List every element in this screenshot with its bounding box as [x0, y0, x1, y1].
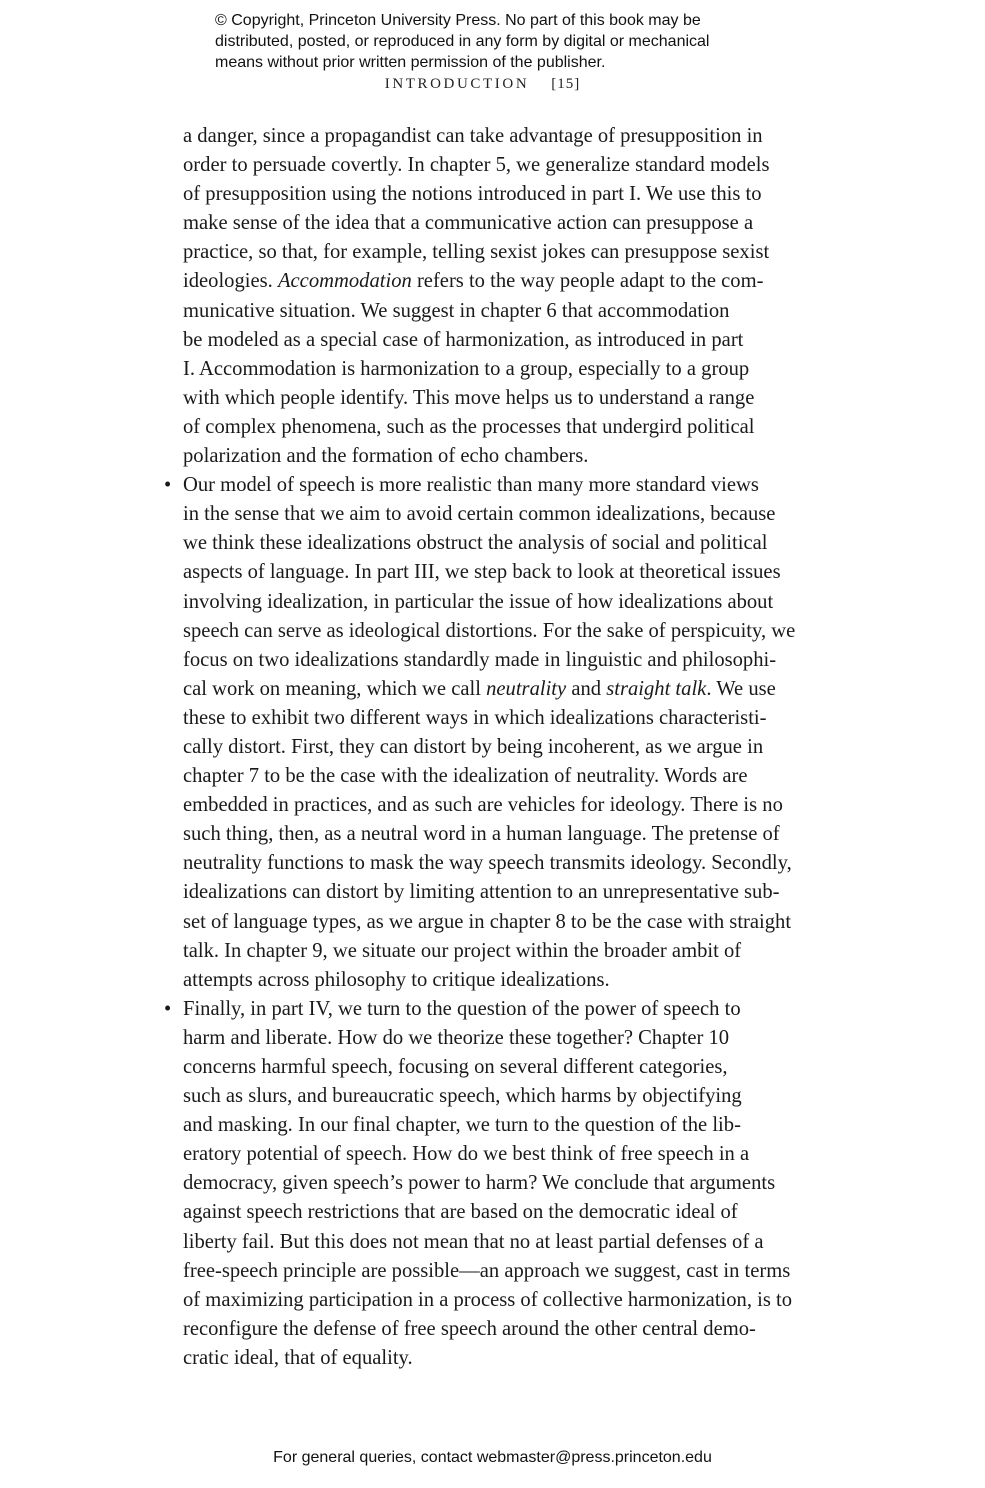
- line-text: embedded in practices, and as such are vehicles for ideology. There is no: [183, 794, 783, 817]
- line-text: a danger, since a propagandist can take advantage of presupposition in: [183, 125, 763, 147]
- line-text: in the sense that we aim to avoid certain common idealizations, because: [183, 503, 776, 526]
- running-head: [0, 76, 965, 93]
- line-text: talk. In chapter 9, we situate our project within the broader ambit of: [183, 939, 742, 962]
- line-text: cally distort. First, they can distort by being incoherent, as we argue in: [183, 735, 764, 758]
- text-line: [183, 238, 843, 267]
- line-text: focus on two idealizations standardly made in linguistic and philosophi-: [183, 648, 777, 671]
- line-text: reconfigure the defense of free speech around the other central demo-: [183, 1317, 756, 1340]
- line-text: and: [566, 677, 607, 700]
- line-text: involving idealization, in particular the issue of how idealizations about: [183, 590, 774, 613]
- line-text: aspects of language. In part III, we step back to look at theoretical issues: [183, 561, 781, 584]
- text-line: [183, 675, 843, 704]
- bullet-marker: •: [164, 474, 172, 497]
- line-text: . We use: [706, 677, 776, 700]
- text-line: [183, 704, 843, 733]
- text-line: [183, 180, 843, 209]
- text-line: [183, 413, 843, 442]
- line-text: of maximizing participation in a process of collective harmonization, is to: [183, 1288, 793, 1311]
- line-text: set of language types, as we argue in chapter 8 to be the case with straight: [183, 910, 792, 933]
- text-line: [183, 1198, 843, 1227]
- copyright-line: distributed, posted, or reproduced in any form by digital or mechanical: [215, 33, 710, 50]
- line-text: of complex phenomena, such as the processes that undergird political: [183, 415, 755, 438]
- line-text: idealizations can distort by limiting attention to an unrepresentative sub-: [183, 881, 780, 904]
- footer-contact: For general queries, contact webmaster@press.princeton.edu: [273, 1449, 712, 1466]
- line-text: against speech restrictions that are based on the democratic ideal of: [183, 1201, 738, 1224]
- line-text: we think these idealizations obstruct the analysis of social and political: [183, 532, 768, 555]
- text-line: [183, 355, 843, 384]
- line-text: Our model of speech is more realistic than many more standard views: [183, 474, 759, 497]
- page-number: [15]: [551, 76, 581, 92]
- line-text: concerns harmful speech, focusing on several different categories,: [183, 1056, 728, 1078]
- line-text: make sense of the idea that a communicative action can presuppose a: [183, 212, 754, 235]
- line-text: cal work on meaning, which we call: [183, 677, 487, 700]
- line-text: I. Accommodation is harmonization to a group, especially to a group: [183, 357, 750, 380]
- text-line: [183, 646, 843, 675]
- copyright-line: means without prior written permission of the publisher.: [215, 54, 606, 71]
- line-text: and masking. In our final chapter, we turn to the question of the lib-: [183, 1114, 741, 1137]
- text-line: [183, 1140, 843, 1169]
- text-line: [183, 1053, 843, 1082]
- line-text: free-speech principle are possible—an approach we suggest, cast in terms: [183, 1259, 791, 1282]
- line-text: refers to the way people adapt to the com-: [411, 270, 764, 293]
- line-text: attempts across philosophy to critique idealizations.: [183, 968, 610, 991]
- text-line: [183, 1344, 843, 1373]
- text-line: [183, 908, 843, 937]
- line-text: with which people identify. This move helps us to understand a range: [183, 386, 755, 409]
- text-line: [183, 151, 843, 180]
- line-text: municative situation. We suggest in chapter 6 that accommodation: [183, 299, 730, 322]
- line-text: such thing, then, as a neutral word in a human language. The pretense of: [183, 823, 780, 846]
- text-line: [183, 588, 843, 617]
- italic-term: straight talk: [606, 677, 707, 700]
- line-text: harm and liberate. How do we theorize these together? Chapter 10: [183, 1026, 730, 1049]
- line-text: chapter 7 to be the case with the idealization of neutrality. Words are: [183, 765, 748, 788]
- text-line: [183, 1257, 843, 1286]
- text-line: [183, 558, 843, 587]
- line-text: Finally, in part IV, we turn to the question of the power of speech to: [183, 997, 741, 1020]
- line-text: of presupposition using the notions introduced in part I. We use this to: [183, 183, 762, 206]
- text-line: [183, 1082, 843, 1111]
- text-line: [183, 849, 843, 878]
- text-line: [183, 326, 843, 355]
- line-text: practice, so that, for example, telling sexist jokes can presuppose sexist: [183, 241, 770, 264]
- text-line: [183, 1169, 843, 1198]
- line-text: eratory potential of speech. How do we best think of free speech in a: [183, 1143, 750, 1166]
- text-line: [183, 1315, 843, 1344]
- text-line: [183, 791, 843, 820]
- text-line: [183, 820, 843, 849]
- text-line: [183, 529, 843, 558]
- line-text: polarization and the formation of echo chambers.: [183, 445, 589, 468]
- text-line: [183, 122, 843, 151]
- line-text: democracy, given speech’s power to harm? We conclude that arguments: [183, 1172, 776, 1195]
- line-text: these to exhibit two different ways in which idealizations characteristi-: [183, 706, 767, 729]
- copyright-line: © Copyright, Princeton University Press. No part of this book may be: [215, 12, 701, 29]
- copyright-notice: [215, 10, 815, 73]
- text-line: [183, 733, 843, 762]
- line-text: speech can serve as ideological distortions. For the sake of perspicuity, we: [183, 619, 796, 642]
- line-text: liberty fail. But this does not mean that no at least partial defenses of a: [183, 1230, 764, 1253]
- bullet-marker: •: [164, 997, 172, 1020]
- text-line: [183, 297, 843, 326]
- text-line: [183, 937, 843, 966]
- text-line: [183, 966, 843, 995]
- text-line: [183, 500, 843, 529]
- line-text: such as slurs, and bureaucratic speech, which harms by objectifying: [183, 1085, 742, 1108]
- italic-term: Accommodation: [277, 270, 412, 293]
- text-line: [164, 471, 843, 500]
- text-line: [183, 209, 843, 238]
- text-line: [183, 1024, 843, 1053]
- text-line: [183, 617, 843, 646]
- italic-term: neutrality: [486, 677, 567, 700]
- running-head-section: INTRODUCTION: [384, 76, 530, 92]
- text-line: [183, 878, 843, 907]
- text-line: [164, 995, 843, 1024]
- line-text: ideologies.: [183, 270, 278, 293]
- text-line: [183, 1286, 843, 1315]
- text-line: [183, 442, 843, 471]
- text-line: [183, 1111, 843, 1140]
- line-text: order to persuade covertly. In chapter 5, we generalize standard models: [183, 154, 770, 177]
- text-line: [183, 1228, 843, 1257]
- text-line: [183, 762, 843, 791]
- text-line: [183, 384, 843, 413]
- body-text: [164, 122, 843, 1373]
- line-text: cratic ideal, that of equality.: [183, 1346, 413, 1369]
- text-line: [183, 267, 843, 296]
- line-text: neutrality functions to mask the way speech transmits ideology. Secondly,: [183, 852, 792, 875]
- line-text: be modeled as a special case of harmonization, as introduced in part: [183, 328, 744, 351]
